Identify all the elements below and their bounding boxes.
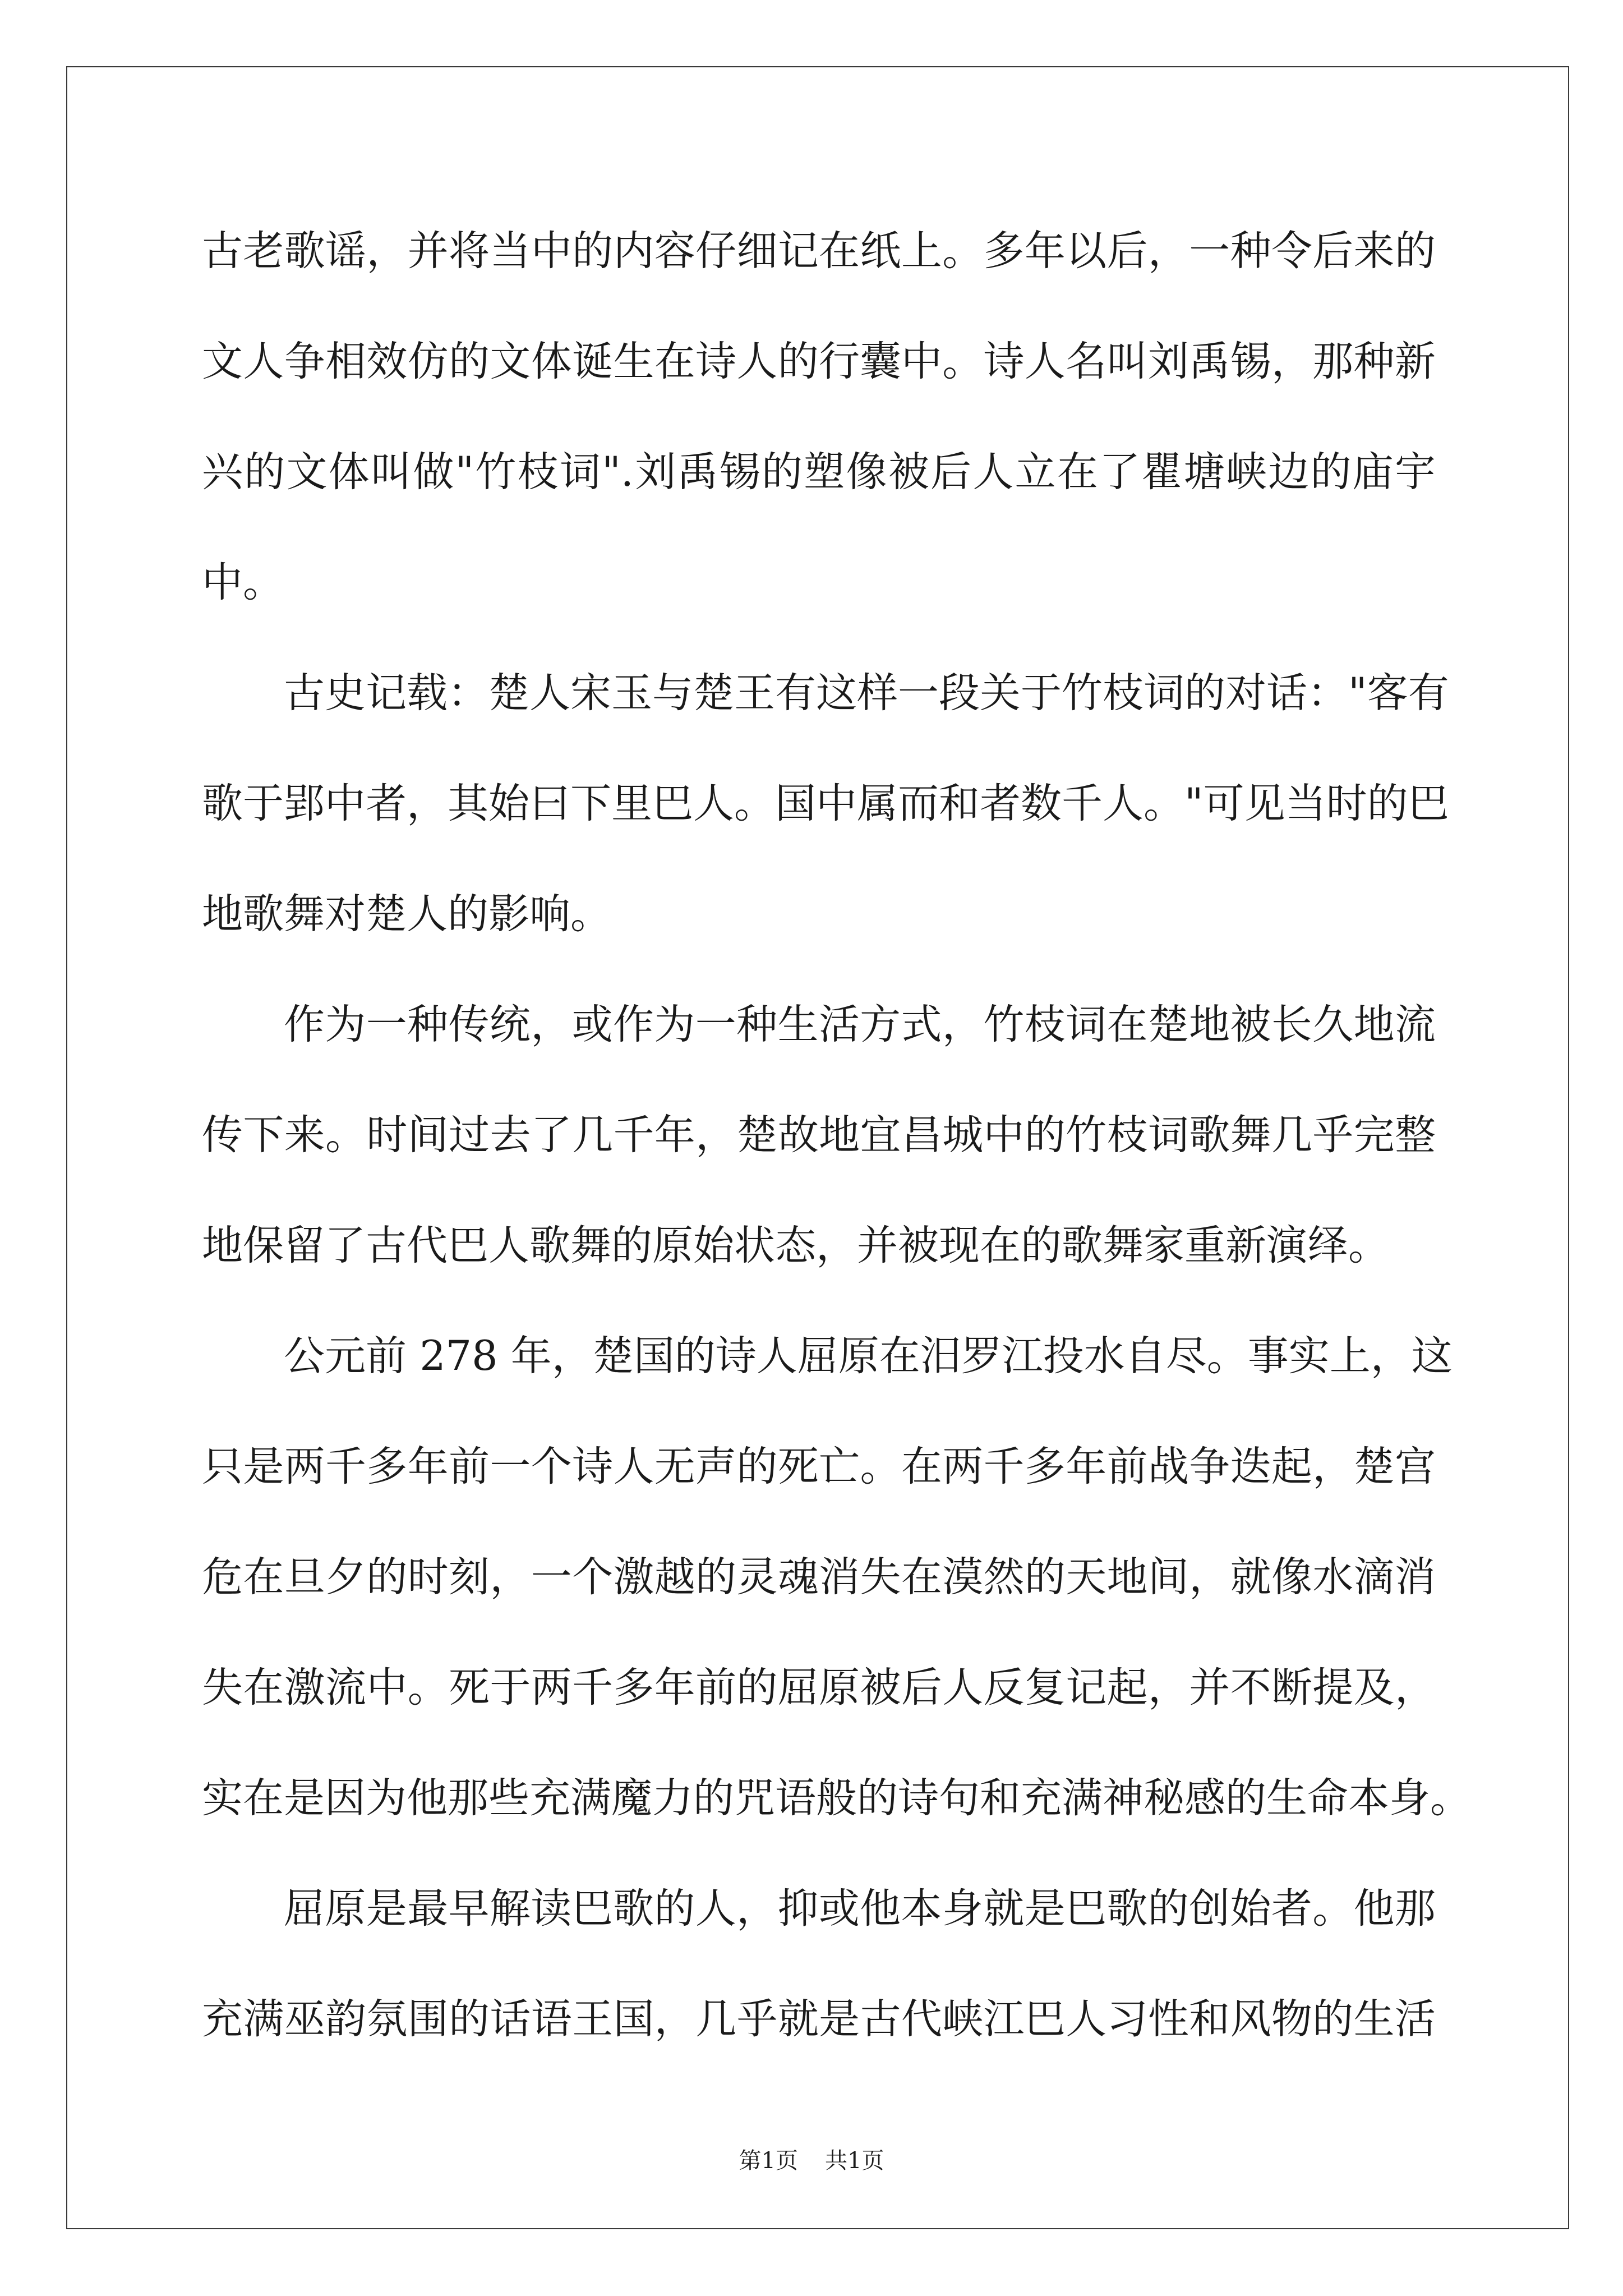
text-line: 公元前 278 年，楚国的诗人屈原在汨罗江投水自尽。事实上，这 xyxy=(284,1332,1453,1380)
text-line: 文人争相效仿的文体诞生在诗人的行囊中。诗人名叫刘禹锡，那种新 xyxy=(202,338,1436,385)
text-line: 实在是因为他那些充满魔力的咒语般的诗句和充满神秘感的生命本身。 xyxy=(202,1774,1471,1822)
text-line: 古史记载：楚人宋玉与楚王有这样一段关于竹枝词的对话："客有 xyxy=(284,669,1449,717)
text-line: 歌于郢中者，其始曰下里巴人。国中属而和者数千人。"可见当时的巴 xyxy=(202,780,1449,827)
text-line: 只是两千多年前一个诗人无声的死亡。在两千多年前战争迭起，楚宫 xyxy=(202,1443,1436,1490)
text-line: 地保留了古代巴人歌舞的原始状态，并被现在的歌舞家重新演绎。 xyxy=(202,1222,1389,1269)
text-line: 危在旦夕的时刻，一个激越的灵魂消失在漠然的天地间，就像水滴消 xyxy=(202,1553,1436,1601)
text-line: 兴的文体叫做"竹枝词".刘禹锡的塑像被后人立在了瞿塘峡边的庙宇 xyxy=(202,448,1436,496)
text-line: 充满巫韵氛围的话语王国，几乎就是古代峡江巴人习性和风物的生活 xyxy=(202,1995,1436,2043)
text-line: 屈原是最早解读巴歌的人，抑或他本身就是巴歌的创始者。他那 xyxy=(284,1885,1436,1932)
text-line: 中。 xyxy=(202,559,284,606)
page-number: 第1页 xyxy=(739,2148,798,2174)
text-line: 地歌舞对楚人的影响。 xyxy=(202,890,611,938)
text-line: 作为一种传统，或作为一种生活方式，竹枝词在楚地被长久地流 xyxy=(284,1001,1436,1048)
text-line: 古老歌谣，并将当中的内容仔细记在纸上。多年以后，一种令后来的 xyxy=(202,227,1436,275)
page-footer xyxy=(0,2144,1623,2178)
text-line: 传下来。时间过去了几千年，楚故地宜昌城中的竹枝词歌舞几乎完整 xyxy=(202,1111,1436,1159)
page-count: 共1页 xyxy=(825,2148,884,2174)
text-line: 失在激流中。死于两千多年前的屈原被后人反复记起，并不断提及， xyxy=(202,1664,1436,1711)
document-body xyxy=(202,196,1471,2074)
